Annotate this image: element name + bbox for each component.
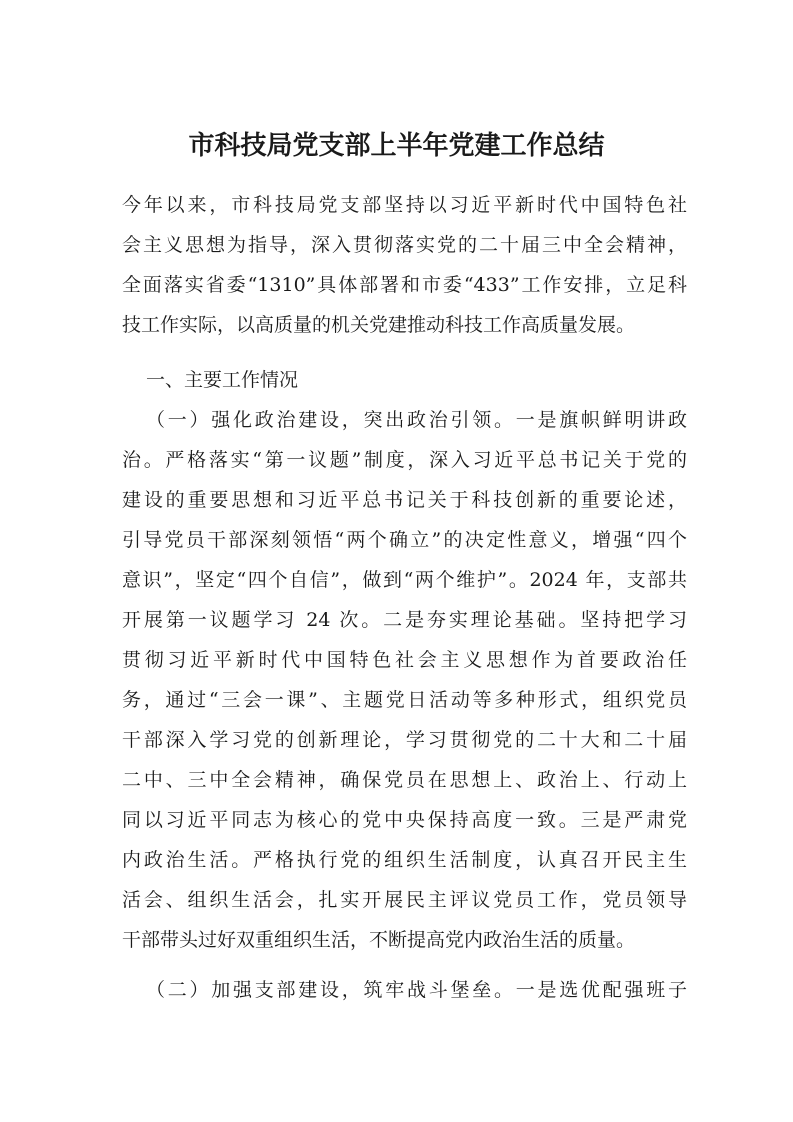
paragraph-line: 今年以来，市科技局党支部坚持以习近平新时代中国特色社 <box>122 194 687 216</box>
paragraph-line: 全面落实省委“1310”具体部署和市委“433”工作安排，立足科 <box>122 274 687 296</box>
paragraph-line: 活会、组织生活会，扎实开展民主评议党员工作，党员领导 <box>122 889 687 911</box>
paragraph-line: （二）加强支部建设，筑牢战斗堡垒。一是选优配强班子 <box>146 979 687 1001</box>
paragraph-line: 意识”，坚定“四个自信”，做到“两个维护”。2024 年，支部共 <box>122 569 687 591</box>
paragraph-line: 会主义思想为指导，深入贯彻落实党的二十届三中全会精神， <box>122 234 687 256</box>
paragraph-line: 务，通过“三会一课”、主题党日活动等多种形式，组织党员 <box>122 689 687 711</box>
paragraph-line: 引导党员干部深刻领悟“两个确立”的决定性意义，增强“四个 <box>122 529 687 551</box>
paragraph-line: 建设的重要思想和习近平总书记关于科技创新的重要论述， <box>122 489 687 511</box>
paragraph-line: 内政治生活。严格执行党的组织生活制度，认真召开民主生 <box>122 849 687 871</box>
paragraph-line: 治。严格落实“第一议题”制度，深入习近平总书记关于党的 <box>122 449 687 471</box>
document-title: 市科技局党支部上半年党建工作总结 <box>188 131 605 161</box>
paragraph-line: 干部深入学习党的创新理论，学习贯彻党的二十大和二十届 <box>122 729 687 751</box>
paragraph-line: 同以习近平同志为核心的党中央保持高度一致。三是严肃党 <box>122 809 687 831</box>
paragraph-line: 贯彻习近平新时代中国特色社会主义思想作为首要政治任 <box>122 649 687 671</box>
section-heading: 一、主要工作情况 <box>146 369 299 391</box>
paragraph-line: （一）强化政治建设，突出政治引领。一是旗帜鲜明讲政 <box>146 409 687 431</box>
paragraph-line: 干部带头过好双重组织生活，不断提高党内政治生活的质量。 <box>122 929 636 951</box>
paragraph-line: 二中、三中全会精神，确保党员在思想上、政治上、行动上 <box>122 769 687 791</box>
paragraph-line: 开展第一议题学习 24 次。二是夯实理论基础。坚持把学习 <box>122 609 687 631</box>
paragraph-line: 技工作实际，以高质量的机关党建推动科技工作高质量发展。 <box>122 314 636 336</box>
